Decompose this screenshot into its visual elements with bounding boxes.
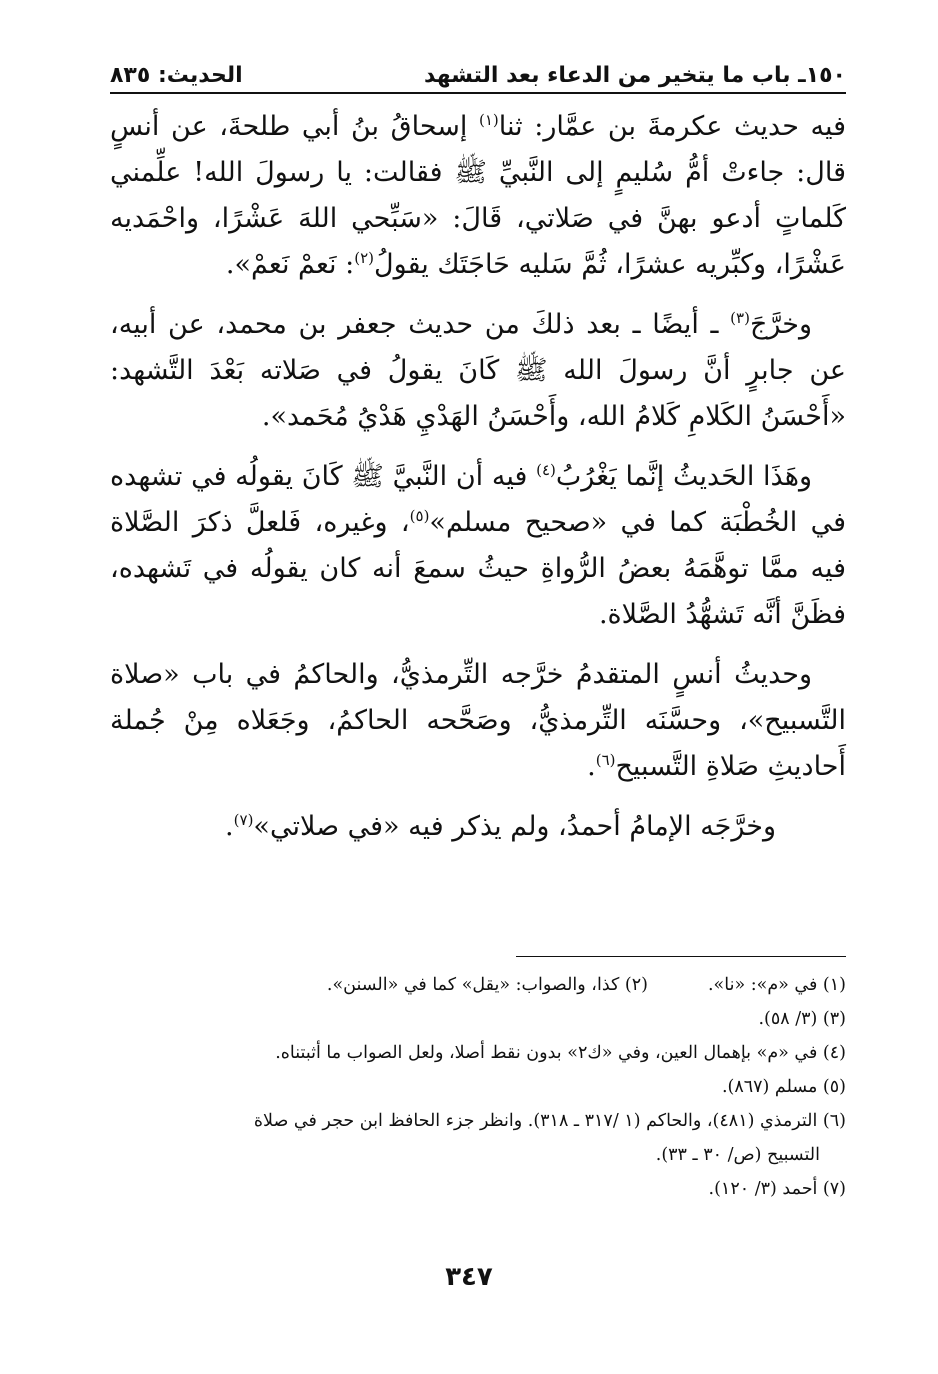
page-number: ٣٤٧: [445, 1262, 493, 1292]
footnote-7: (٧) أحمد (٣/ ١٢٠).: [708, 1179, 846, 1199]
paragraph-text: : نَعمْ نَعمْ».: [225, 249, 355, 280]
paragraph-4: [110, 652, 846, 790]
paragraph-5: [110, 804, 846, 850]
footnotes: [110, 968, 846, 1206]
paragraph-text: .: [225, 811, 234, 842]
running-header: [110, 50, 846, 94]
footnote-4: (٤) في «م» بإهمال العين، وفي «ك٢» بدون نقط أصلا، ولعل الصواب ما أثبتناه.: [275, 1043, 846, 1063]
footnote-5: (٥) مسلم (٨٦٧).: [721, 1077, 846, 1097]
main-text: [110, 104, 846, 864]
footnote-ref-3[interactable]: (٣): [730, 309, 750, 327]
paragraph-text: فيه حديث عكرمةَ بن عمَّار: ثنا: [498, 111, 846, 142]
paragraph-text: وحديثُ أنسٍ المتقدمُ خرَّجه التِّرمذيُّ، والحاكمُ في باب «صلاة التَّسبيح»، وحسَّنَه التِّرمذيُّ، وصَحَّحه الحاكمُ، وجَعَلاه مِنْ جُملة أَحاديثِ صَلاةِ التَّسبيح: [110, 659, 846, 782]
paragraph-text: وهَذَا الحَديثُ إنَّما يَغْرُبُ: [555, 461, 813, 492]
paragraph-1: [110, 104, 846, 288]
paragraph-3: [110, 454, 846, 638]
paragraph-text: ـ أيضًا ـ بعد ذلكَ من حديث جعفر بن محمد، عن أبيه، عن جابرٍ أنَّ رسولَ الله ﷺ كَانَ يقولُ في صَلاته بَعْدَ التَّشهد: «أَحْسَنُ الكَلامِ كَلامُ الله، وأَحْسَنُ الهَدْيِ هَدْيُ مُحَمد».: [110, 309, 846, 432]
paragraph-text: ، وغيره، فَلعلَّ ذكرَ الصَّلاة فيه ممَّا توهَّمَهُ بعضُ الرُّواةِ حيثُ سمعَ أنه كان يقولُه في تَشهده، فظَنَّ أنَّه تَشهُّدُ الصَّلاة.: [110, 507, 846, 630]
footnote-6: (٦) الترمذي (٤٨١)، والحاكم (١ /٣١٧ ـ ٣١٨). وانظر جزء الحافظ ابن حجر في صلاة: [253, 1111, 846, 1131]
paragraph-text: إسحاقُ بنُ أبي طلحةَ، عن أنسٍ قال: جاءتْ أمُّ سُليمٍ إلى النَّبيِّ ﷺ فقالت: يا رسولَ الله! علِّمني كَلماتٍ أدعو بهنَّ في صَلاتي، قَالَ: «سَبِّحي اللهَ عَشْرًا، واحْمَديه عَشْرًا، وكبِّريه عشرًا، ثُمَّ سَليه حَاجَتَك يقولُ: [110, 111, 846, 280]
footnote-ref-7[interactable]: (٧): [233, 811, 254, 829]
footnote-ref-4[interactable]: (٤): [536, 461, 556, 479]
footnote-ref-6[interactable]: (٦): [595, 751, 616, 769]
footnote-6-continued: التسبيح (ص/ ٣٠ ـ ٣٣).: [655, 1145, 820, 1165]
footnote-3: (٣) (٣/ ٥٨).: [758, 1009, 846, 1029]
paragraph-text: وخرَّجَه الإمامُ أحمدُ، ولم يذكر فيه «في صلاتي»: [253, 811, 776, 842]
paragraph-2: [110, 302, 846, 440]
footnote-2: (٢) كذا، والصواب: «يقل» كما في «السنن».: [326, 975, 648, 995]
footnote-ref-1[interactable]: (١): [478, 111, 499, 129]
footnote-ref-2[interactable]: (٢): [354, 249, 375, 267]
footnote-line-1: [110, 968, 846, 1002]
footnote-divider: [516, 956, 846, 957]
paragraph-text: وخرَّجَ: [749, 309, 812, 340]
paragraph-text: فيه أن النَّبيَّ ﷺ كَانَ يقولُه في تشهده في الخُطْبَة كما في «صحيح مسلم»: [110, 461, 846, 538]
paragraph-text: .: [587, 751, 596, 782]
hadith-number: الحديث: ٨٣٥: [110, 63, 243, 88]
footnote-1: (١) في «م»: «نا».: [707, 975, 846, 995]
footnote-ref-5[interactable]: (٥): [409, 507, 430, 525]
chapter-title: ١٥٠ـ باب ما يتخير من الدعاء بعد التشهد: [424, 63, 846, 88]
